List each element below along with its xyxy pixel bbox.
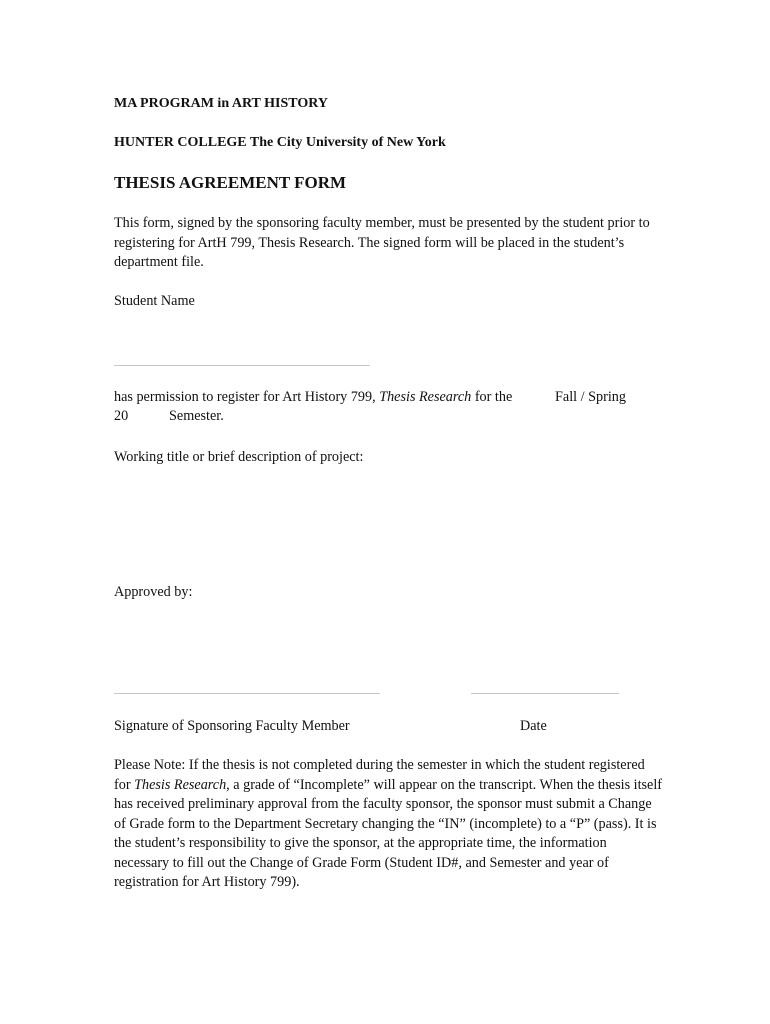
permission-course-title: Thesis Research (379, 389, 472, 405)
college-heading: HUNTER COLLEGE The City University of New York (114, 135, 446, 150)
semester-label: Semester. (169, 408, 224, 424)
signature-line[interactable] (114, 693, 380, 694)
date-line[interactable] (471, 693, 619, 694)
student-name-label: Student Name (114, 293, 195, 309)
term-options: Fall / Spring (555, 389, 626, 405)
intro-paragraph: This form, signed by the sponsoring faculty member, must be presented by the student prior to registering for ArtH 799, Thesis Research. The signed form will be placed in the student’s department file. (114, 215, 650, 270)
permission-suffix: for the (471, 389, 513, 405)
note-part-2: , a grade of “Incomplete” will appear on the transcript. When the thesis itself has received preliminary approval from the faculty sponsor, the sponsor must submit a Change of Grade form to the Department Secretary changing the “IN” (incomplete) to a “P” (pass). It is the student’s responsibility to give the sponsor, at the appropriate time, the information necessary to fill out the Change of Grade Form (Student ID#, and Semester and year of registration for Art History 799). (114, 776, 663, 890)
signature-label: Signature of Sponsoring Faculty Member (114, 718, 350, 734)
form-title: THESIS AGREEMENT FORM (114, 173, 347, 192)
note-paragraph (114, 756, 662, 893)
approved-by-label: Approved by: (114, 584, 193, 600)
year-prefix: 20 (114, 408, 129, 424)
permission-line (114, 388, 512, 408)
student-name-line[interactable] (114, 365, 370, 366)
date-label: Date (520, 718, 547, 734)
project-label: Working title or brief description of project: (114, 449, 364, 465)
note-course-title: Thesis Research (134, 776, 227, 793)
note-part-1: Please Note: If the thesis is not completed during the semester in which the student registered for (114, 757, 645, 793)
program-heading: MA PROGRAM in ART HISTORY (114, 96, 328, 111)
permission-prefix: has permission to register for Art History 799, (114, 389, 380, 405)
